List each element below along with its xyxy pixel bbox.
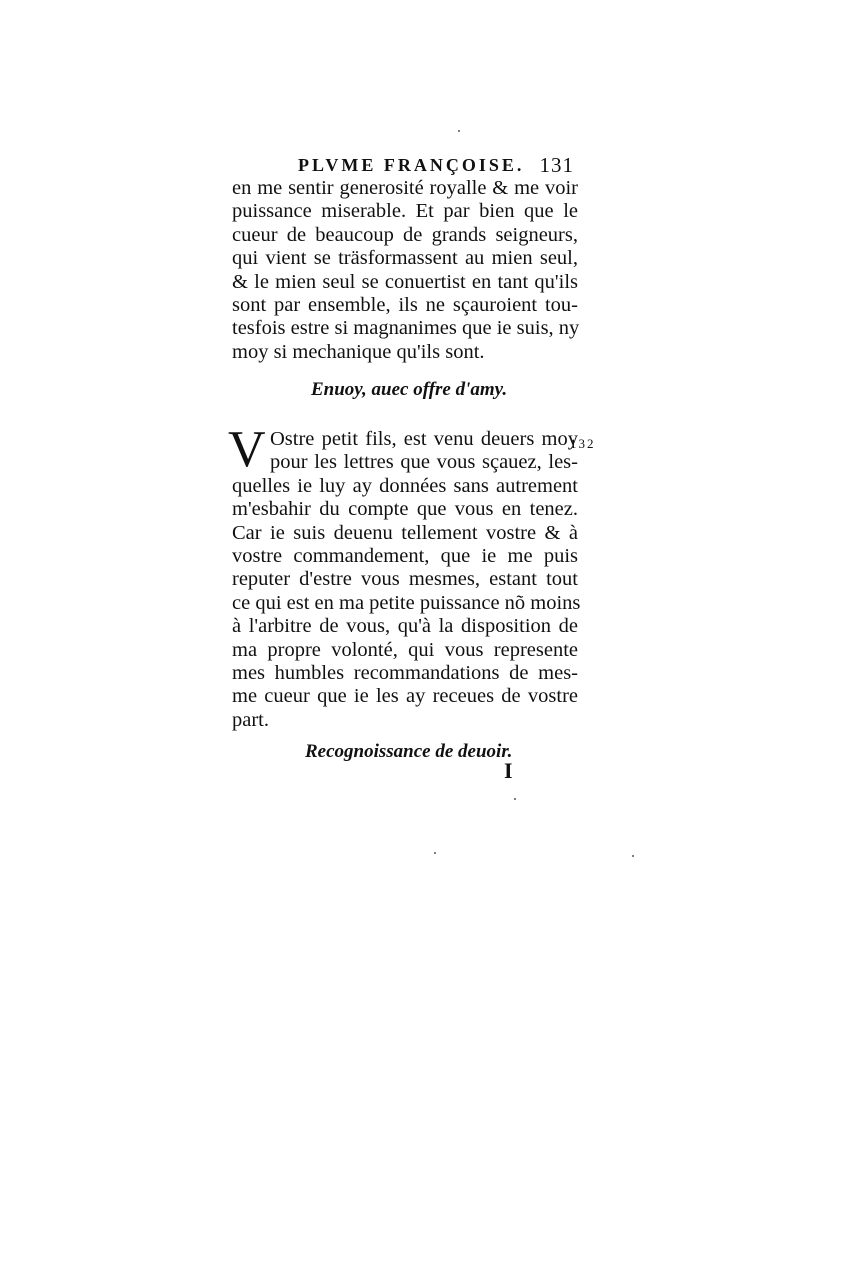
text-line: sont par ensemble, ils ne sçauroient tou- xyxy=(232,294,578,317)
page-header xyxy=(262,155,574,179)
text-line: moy si mechanique qu'ils sont. xyxy=(232,340,485,363)
ink-speck xyxy=(458,130,460,132)
text-line: à l'arbitre de vous, qu'à la disposition de xyxy=(232,615,578,638)
text-line: ce qui est en ma petite puissance nõ moins xyxy=(232,591,581,614)
drop-cap: V xyxy=(228,421,266,478)
text-line: ma propre volonté, qui vous represente xyxy=(232,638,578,661)
signature-mark: I xyxy=(504,758,513,783)
text-line: & le mien seul se conuertist en tant qu'ils xyxy=(232,270,578,293)
text-line: Car ie suis deuenu tellement vostre & à xyxy=(232,521,578,544)
text-line: me cueur que ie les ay receues de vostre xyxy=(232,685,578,708)
text-line: Ostre petit fils, est venu deuers moy xyxy=(270,428,578,450)
text-line: m'esbahir du compte que vous en tenez. xyxy=(232,498,578,521)
section-heading: Enuoy, auec offre d'amy. xyxy=(311,379,508,400)
text-line: reputer d'estre vous mesmes, estant tout xyxy=(232,568,578,591)
text-line: quelles ie luy ay données sans autrement xyxy=(232,474,578,497)
text-line: mes humbles recommandations de mes- xyxy=(232,662,578,685)
margin-page-number: 132 xyxy=(570,436,596,451)
text-line: qui vient se träsformassent au mien seul, xyxy=(232,247,578,270)
section-heading: Recognoissance de deuoir. xyxy=(305,741,513,762)
text-line: vostre commandement, que ie me puis xyxy=(232,545,578,568)
text-line: puissance miserable. Et par bien que le xyxy=(232,200,578,223)
text-line: cueur de beaucoup de grands seigneurs, xyxy=(232,223,578,246)
text-line: part. xyxy=(232,708,269,731)
text-line: en me sentir generosité royalle & me voir xyxy=(232,177,578,199)
ink-speck xyxy=(434,852,436,854)
text-line: pour les lettres que vous sçauez, les- xyxy=(270,451,578,474)
paragraph-2 xyxy=(228,421,581,732)
page-number: 131 xyxy=(539,153,574,177)
running-title: PLVME FRANÇOISE. xyxy=(298,155,525,175)
paragraph-1 xyxy=(232,177,578,364)
ink-speck xyxy=(632,855,634,857)
ink-speck xyxy=(514,798,516,800)
text-line: tesfois estre si magnanimes que ie suis, ny xyxy=(232,317,580,340)
